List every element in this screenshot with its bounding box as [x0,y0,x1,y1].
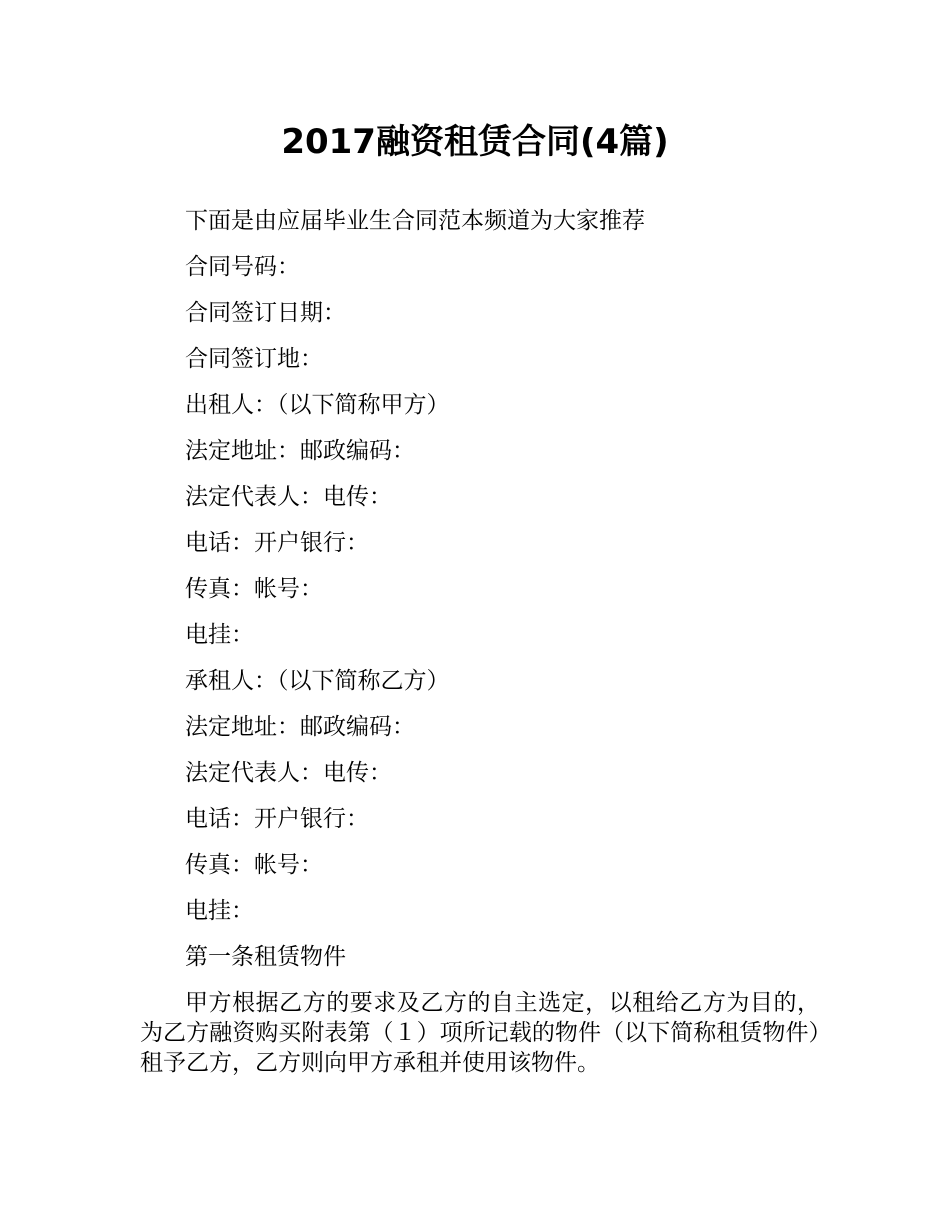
text-line-lessee-cable: 电挂： [185,898,254,924]
section-heading-article-1: 第一条租赁物件 [185,944,346,970]
text-line-lessee-representative: 法定代表人：电传： [185,760,392,786]
text-line-lessor-fax: 传真：帐号： [185,576,323,602]
text-line-sign-place: 合同签订地： [185,346,323,372]
text-line-lessor-representative: 法定代表人：电传： [185,484,392,510]
text-line-lessor-cable: 电挂： [185,622,254,648]
paragraph-article-1: 甲方根据乙方的要求及乙方的自主选定，以租给乙方为目的，为乙方融资购买附表第（１）项所记载的物件（以下简称租赁物件）租予乙方，乙方则向甲方承租并使用该物件。 [140,990,820,1076]
text-line-intro: 下面是由应届毕业生合同范本频道为大家推荐 [185,208,645,234]
text-line-lessor-address: 法定地址：邮政编码： [185,438,415,464]
text-line-contract-number: 合同号码： [185,254,300,280]
text-line-lessee-phone: 电话：开户银行： [185,806,369,832]
document-title: 2017融资租赁合同(4篇) [281,122,669,162]
document-body [140,198,820,1078]
text-line-sign-date: 合同签订日期： [185,300,346,326]
text-line-lessor-phone: 电话：开户银行： [185,530,369,556]
text-line-lessor: 出租人：（以下简称甲方） [185,392,450,418]
text-line-lessee-address: 法定地址：邮政编码： [185,714,415,740]
text-line-lessee: 承租人：（以下简称乙方） [185,668,450,694]
text-line-lessee-fax: 传真：帐号： [185,852,323,878]
